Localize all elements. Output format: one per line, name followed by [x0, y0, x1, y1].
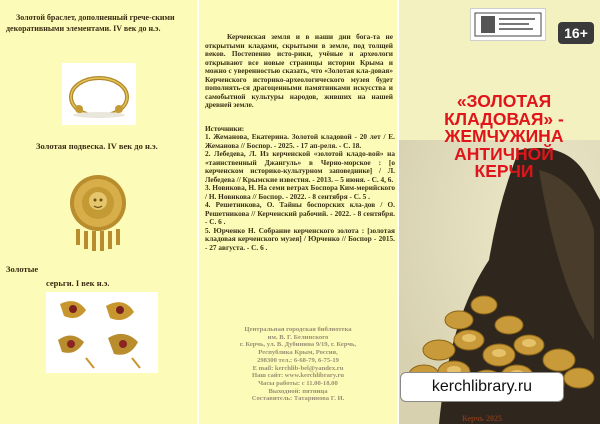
library-line: Часы работы: с 11.00-18.00 — [258, 379, 338, 387]
source-item: 1. Жеманова, Екатерина. Золотой кладовой - 20 лет / Е. Жеманова // Боспор. - 2025. - 17 ап-реля. - С. 18. — [205, 132, 395, 150]
city-year: Керчь 2025 — [462, 414, 503, 423]
library-line: Республика Крым, Россия, — [258, 349, 338, 357]
sources-list — [205, 133, 395, 252]
pendant-caption: Золотая подвеска. IV век до н.э. — [36, 141, 158, 151]
title-line: КЛАДОВАЯ» - — [444, 108, 564, 129]
library-line: E mail: kerchlib-bel@yandex.ru — [252, 364, 344, 372]
earrings-caption-first-line: Золотые — [6, 264, 39, 274]
library-line: 298300 тел.: 6-68-79, 6-75-19 — [257, 356, 339, 364]
source-item: 4. Решетникова, О. Тайны боспорских кла-дов / О. Решетникова // Керченский рабочий. - 2022. - 8 сентября. - С. 6 . — [205, 200, 395, 226]
library-line: г. Керчь, ул. В. Дубинина 9/19, г. Керчь, — [239, 341, 357, 349]
library-line: Центральная городская библиотека — [244, 326, 352, 333]
source-item: 3. Новикова, Н. На семи ветрах Боспора Ким-мерийского / Н. Новикова // Боспор. - 2022. - 8 сентября - С. 5 . — [205, 183, 395, 201]
gold-pendant-image — [66, 173, 130, 255]
library-line: Составитель: Татаринова Г. И. — [251, 395, 345, 403]
website-link[interactable]: kerchlibrary.ru — [400, 372, 564, 402]
sources-heading: Источники: — [205, 124, 245, 133]
earrings-caption-second-line: серьги. I век н.э. — [46, 278, 110, 288]
title-line: КЕРЧИ — [474, 161, 534, 181]
source-item: 5. Юрченко Н. Собрание керченского золота : [золотая кладовая керченского музея] / Юрченко // Боспор - 2015. - 27 августа. - С. 6 . — [205, 225, 395, 252]
bracelet-caption: Золотой браслет, дополненный грече-скими декоративными элементами. IV век до н.э. — [6, 13, 175, 33]
gold-bracelet-image — [62, 63, 136, 125]
age-rating-badge: 16+ — [558, 22, 594, 44]
library-line: Выходной: пятница — [268, 387, 328, 395]
title-line: АНТИЧНОЙ — [454, 143, 554, 164]
library-line: Наш сайт: www.kerchlibrary.ru — [251, 372, 345, 380]
intro-paragraph: Керченская земля и в наши дни бога-та не открытыми кладами, скрытыми в земле, под толщей веков. Постепенно исто-рики, учёные и археологи открывают все новые страницы истории Крыма и можно с уверенностью сказать, что «Золотая кла-довая» Керченского историко-археологического музея будет пополнять-ся драгоценными памятниками искусства и самобытной культуры народов, живших на нашей древней земле. — [205, 32, 393, 109]
middle-panel — [199, 0, 397, 424]
source-item: 2. Лебедева, Л. Из керченской «золотой кладо-вой» на «таинственный Джангуль» в Черно-морское : [о керченском историко-культурном заповеднике] / Л. Лебедева // Крымские известия. - 2013. – 5 июня. - С. 4, 6. — [205, 149, 395, 184]
library-line: им. В. Г. Белинского — [267, 333, 329, 341]
title-line: «ЗОЛОТАЯ — [456, 91, 552, 111]
title-line: ЖЕМЧУЖИНА — [444, 126, 564, 146]
library-emblem-logo — [470, 8, 546, 41]
brochure-title — [412, 93, 596, 181]
gold-earrings-image — [46, 292, 158, 373]
library-contact-info — [199, 326, 397, 403]
